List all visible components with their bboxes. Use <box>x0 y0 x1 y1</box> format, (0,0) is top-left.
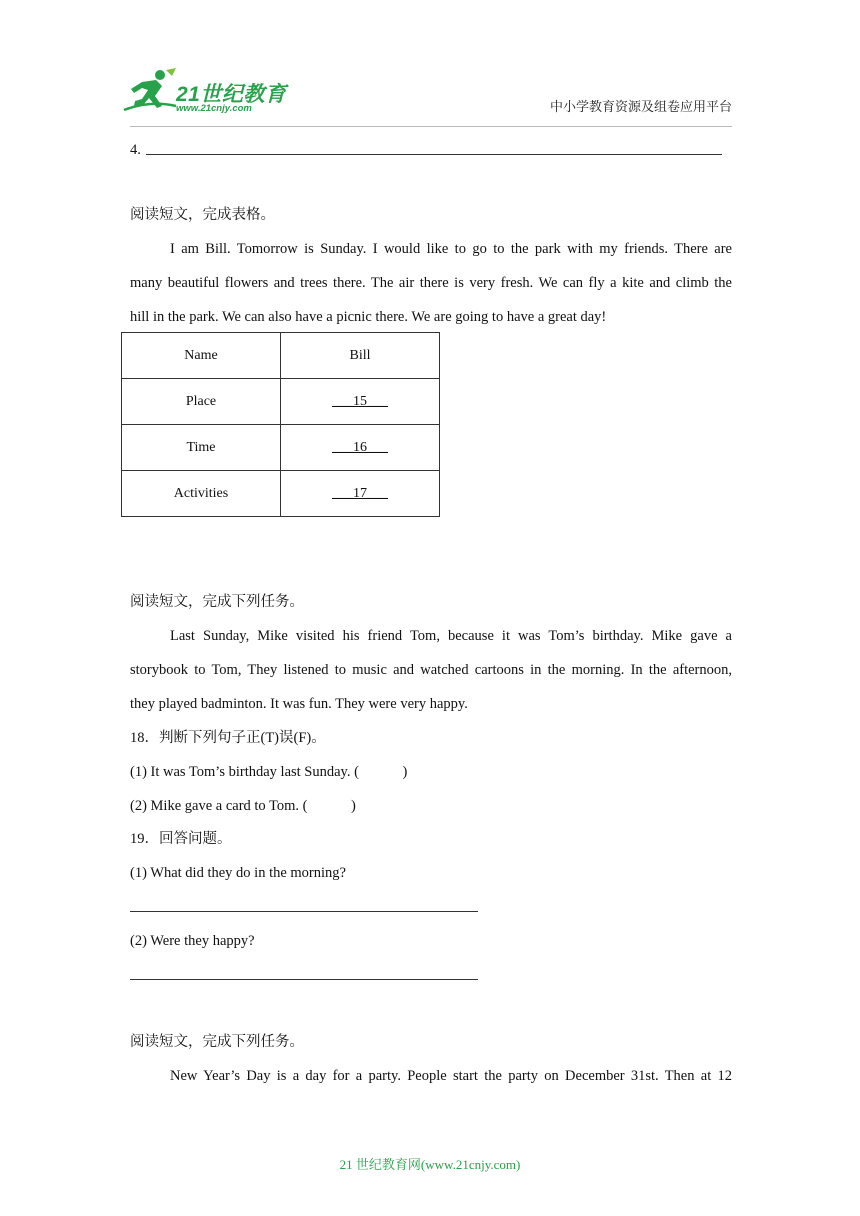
q4-label: 4. <box>130 142 141 158</box>
table-row <box>122 333 440 379</box>
section2-passage-line: Last Sunday, Mike visited his friend Tom, because it was Tom’s birthday. Mike gave a <box>170 628 732 644</box>
platform-title: 中小学教育资源及组卷应用平台 <box>549 99 732 114</box>
runner-logo-icon <box>122 66 178 116</box>
table-value-cell[interactable]: ___16___ <box>281 425 440 471</box>
q19-answer-line[interactable] <box>130 911 478 912</box>
q18-item[interactable]: (2) Mike gave a card to Tom. ( ) <box>130 798 356 814</box>
logo-url: www.21cnjy.com <box>176 103 252 114</box>
info-table <box>121 332 440 517</box>
section2-passage-line: they played badminton. It was fun. They were very happy. <box>130 696 468 712</box>
section1-instruction: 阅读短文，完成表格。 <box>130 207 275 223</box>
q18-title: 18．判断下列句子正(T)误(F)。 <box>130 730 326 746</box>
table-row <box>122 425 440 471</box>
table-label-cell: Place <box>122 379 281 425</box>
table-row <box>122 379 440 425</box>
section3-passage-line: New Year’s Day is a day for a party. People start the party on December 31st. Then at 12 <box>170 1068 732 1084</box>
table-row <box>122 471 440 517</box>
q18-item[interactable]: (1) It was Tom’s birthday last Sunday. ( ) <box>130 764 408 780</box>
section1-passage-line: many beautiful flowers and trees there. The air there is very fresh. We can fly a kite and climb the <box>130 275 732 291</box>
section1-passage-line: hill in the park. We can also have a picnic there. We are going to have a great day! <box>130 309 607 325</box>
table-value-cell: Bill <box>281 333 440 379</box>
table-value-cell[interactable]: ___17___ <box>281 471 440 517</box>
footer-link[interactable]: 21 世纪教育网(www.21cnjy.com) <box>339 1157 521 1172</box>
section2-passage-line: storybook to Tom, They listened to music and watched cartoons in the morning. In the afternoon, <box>130 662 732 678</box>
section3-instruction: 阅读短文，完成下列任务。 <box>130 1034 304 1050</box>
table-label-cell: Time <box>122 425 281 471</box>
table-label-cell: Activities <box>122 471 281 517</box>
logo-text: 21世纪教育 <box>176 83 287 106</box>
section2-instruction: 阅读短文，完成下列任务。 <box>130 594 304 610</box>
q19-question: (2) Were they happy? <box>130 933 255 949</box>
table-label-cell: Name <box>122 333 281 379</box>
q19-answer-line[interactable] <box>130 979 478 980</box>
table-value-cell[interactable]: ___15___ <box>281 379 440 425</box>
header-divider <box>130 126 732 127</box>
q19-question: (1) What did they do in the morning? <box>130 865 346 881</box>
section1-passage-line: I am Bill. Tomorrow is Sunday. I would like to go to the park with my friends. There are <box>170 241 732 257</box>
q4-answer-line[interactable] <box>146 154 722 155</box>
q19-title: 19．回答问题。 <box>130 831 232 847</box>
